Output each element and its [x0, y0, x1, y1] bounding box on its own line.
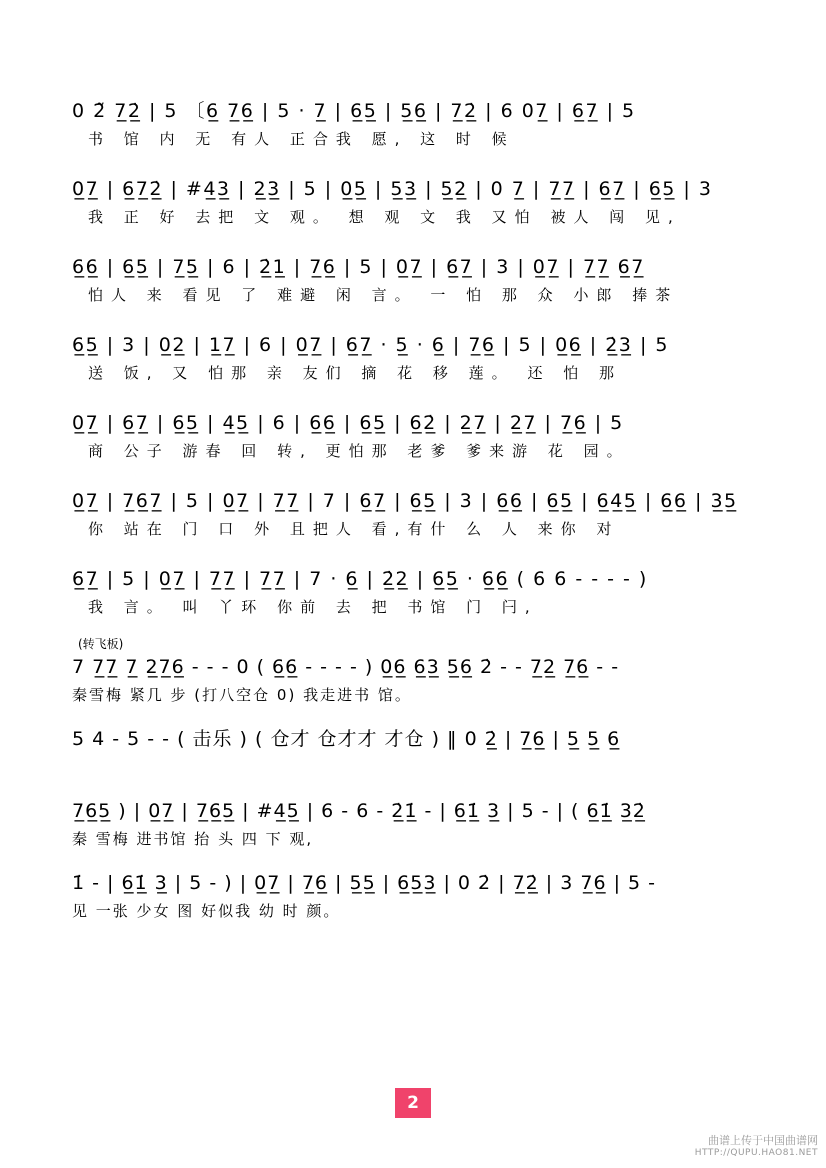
lyric-line: 怕人 来 看见 了 难避 闲 言。 一 怕 那 众 小郎 捧茶: [88, 286, 679, 304]
system-2: [72, 174, 762, 230]
system-1: [72, 96, 762, 152]
notation-line: 0̲7̲ | 6̲7̲ | 6̲5̲ | 4̲5̲ | 6 | 6̲6̲ | 6̲5̲ | 6̲2̲̇ | 2̲7̲ | 2̲7̲ | 7̲6̲ | 5: [72, 412, 624, 434]
page-number: 2: [395, 1088, 431, 1118]
footer-line-1: 曲谱上传于中国曲谱网: [708, 1134, 818, 1147]
lyric-line: 我 言。 叫 丫环 你前 去 把 书馆 门 闩,: [88, 598, 538, 616]
notation-line: 7 7̲7̲ 7̲ 2̲7̲6̲ - - - 0 ( 6̲6̲ - - - - ) 0̲6̲ 6̲3̲ 5̲6̲ 2̇ - - 7̲2̲ 7̲6̲ - -: [72, 656, 620, 678]
system-6: [72, 486, 762, 542]
lyric-line: 秦雪梅 紧几 步 (打八空仓 0) 我走进书 馆。: [72, 686, 412, 704]
lyric-line: 我 正 好 去把 文 观。 想 观 文 我 又怕 被人 闯 见,: [88, 208, 681, 226]
notation-line: 6̲6̲ | 6̲5̲ | 7̲5̲ | 6 | 2̲̇1̲ | 7̲6̲ | 5 | 0̲7̲ | 6̲7̲ | 3 | 0̲7̲ | 7̲7̲ 6̲7̲: [72, 256, 645, 278]
notation-line: 6̲5̲ | 3 | 0̲2̲ | 1̲7̲ | 6 | 0̲7̲ | 6̲7̲ · 5̲ · 6̲ | 7̲6̲ | 5 | 0̲6̲ | 2̲̇3̲ | 5: [72, 334, 669, 356]
tempo-marker: (转飞板): [78, 637, 124, 651]
notation-line: 6̲7̲ | 5 | 0̲7̲ | 7̲7̲ | 7̲7̲ | 7 · 6̲ | 2̲̇2̲ | 6̲5̲ · 6̲6̲ ( 6 6 - - - - ): [72, 568, 648, 590]
notation-line: 5 4 - 5 - - ( 击乐 ) ( 仓才 仓才才 才仓 ) ‖ 0 2̲̇ | 7̲6̲ | 5̲ 5̲ 6̲: [72, 728, 621, 750]
notation-line: 7̲6̲5̲ ) | 0̲7̲ | 7̲6̲5̲ | #4̲5̲ | 6 - 6 - 2̲̇1̲̇ - | 6̲1̲̇ 3̲ | 5 - | ( 6̲1̲̇ 3̲2̲̇: [72, 800, 646, 822]
notation-line: 1̇ - | 6̲1̲̇ 3̲ | 5 - ) | 0̲7̲ | 7̲6̲ | 5̲5̲ | 6̲5̲3̲ | 0 2̇ | 7̲2̲̇ | 3 7̲6̲ | 5 -: [72, 872, 657, 894]
system-8: [72, 636, 762, 708]
lyric-line: 商 公子 游春 回 转, 更怕那 老爹 爹来游 花 园。: [88, 442, 630, 460]
footer-credit: [695, 1134, 818, 1160]
notation-line: 0 2̃ 7̲2̲̇ | 5 〔6̲ 7̲6̲ | 5 · 7̲ | 6̲5̲ | 5̲6̲ | 7̲2̲̇ | 6 07̲ | 6̲7̲ | 5: [72, 100, 636, 122]
system-4: [72, 330, 762, 386]
lyric-line: 你 站在 门 口 外 且把人 看,有什 么 人 来你 对: [88, 520, 620, 538]
lyric-line: [72, 754, 762, 780]
system-7: [72, 564, 762, 620]
lyric-line: 送 饭, 又 怕那 亲 友们 摘 花 移 莲。 还 怕 那: [88, 364, 622, 382]
system-5: [72, 408, 762, 464]
system-9: [72, 724, 762, 780]
system-3: [72, 252, 762, 308]
lyric-line: 书 馆 内 无 有人 正合我 愿, 这 时 候: [88, 130, 515, 148]
music-score: [72, 96, 762, 934]
lyric-line: 见 一张 少女 图 好似我 幼 时 颜。: [72, 902, 341, 920]
lyric-line: 秦 雪梅 进书馆 抬 头 四 下 观,: [72, 830, 314, 848]
notation-line: 0̲7̲ | 6̲7̲2̲̇ | #4̲3̲ | 2̲3̲ | 5 | 0̲5̲ | 5̲3̲ | 5̲2̲ | 0 7̲ | 7̲7̲ | 6̲7̲ | 6̲5̲ | 3: [72, 178, 713, 200]
notation-line: 0̲7̲ | 7̲6̲7̲ | 5 | 0̲7̲ | 7̲7̲ | 7 | 6̲7̲ | 6̲5̲ | 3 | 6̲6̲ | 6̲5̲ | 6̲4̲5̲ | 6̲6̲ | 3̲5̲: [72, 490, 738, 512]
system-10: [72, 796, 762, 852]
system-11: [72, 868, 762, 924]
footer-line-2: HTTP://QUPU.HAO81.NET: [694, 1148, 818, 1158]
